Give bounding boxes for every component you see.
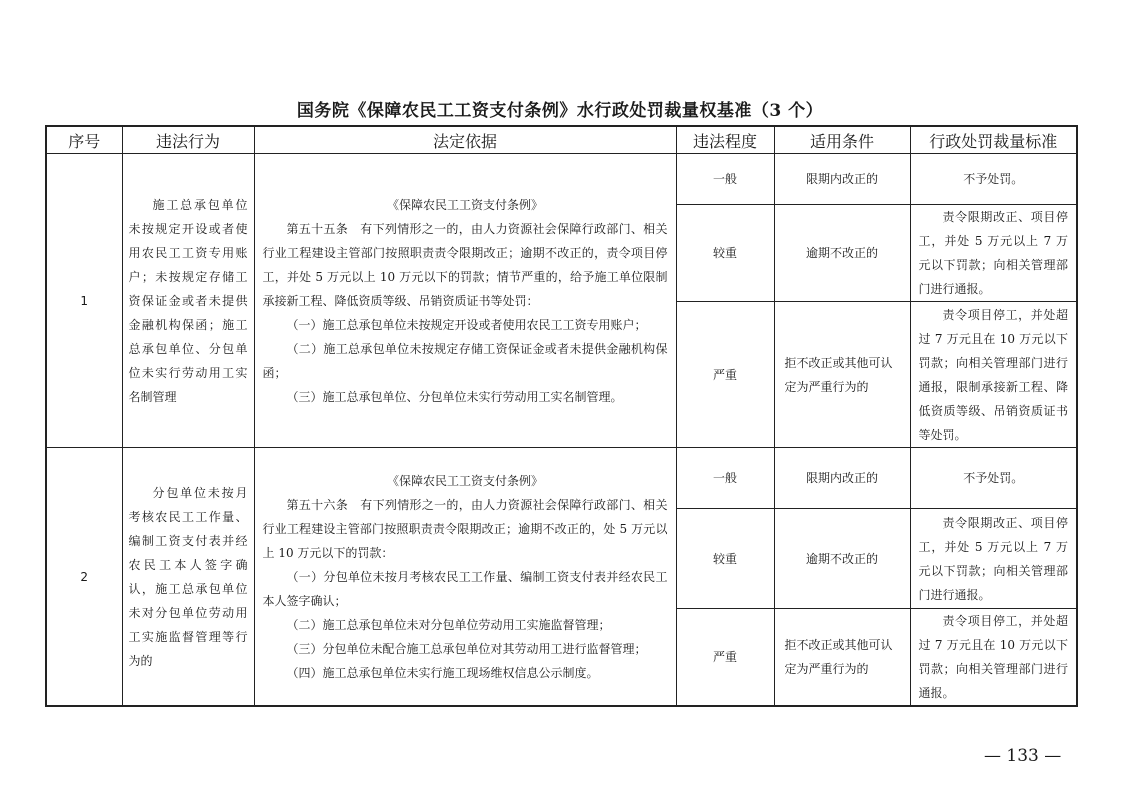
- penalty-cell: 不予处罚。: [910, 448, 1077, 509]
- header-penalty-standard: 行政处罚裁量标准: [910, 126, 1077, 154]
- basis-item: （三）施工总承包单位、分包单位未实行劳动用工实名制管理。: [286, 389, 623, 404]
- degree-cell: 严重: [676, 302, 774, 448]
- degree-cell: 一般: [676, 448, 774, 509]
- degree-cell: 一般: [676, 154, 774, 205]
- basis-item: （一）分包单位未按月考核农民工工作量、编制工资支付表并经农民工本人签字确认；: [262, 569, 668, 608]
- basis-item: （二）施工总承包单位未按规定存储工资保证金或者未提供金融机构保函；: [262, 341, 668, 380]
- header-legal-basis: 法定依据: [254, 126, 676, 154]
- table-row: [46, 154, 1077, 205]
- table-row: [46, 448, 1077, 509]
- row-serial-number: 2: [46, 448, 122, 707]
- condition-cell: 拒不改正或其他可认定为严重行为的: [774, 302, 910, 448]
- basis-title: 《保障农民工工资支付条例》: [386, 197, 543, 212]
- penalty-cell: [910, 302, 1077, 448]
- page-number: — 133 —: [984, 746, 1062, 766]
- basis-item: （一）施工总承包单位未按规定开设或者使用农民工工资专用账户；: [286, 317, 647, 332]
- condition-cell: 限期内改正的: [774, 154, 910, 205]
- penalty-standards-table: [45, 125, 1078, 707]
- row-serial-number: 1: [46, 154, 122, 448]
- penalty-cell: [910, 609, 1077, 707]
- condition-cell: 逾期不改正的: [774, 205, 910, 302]
- condition-cell: 限期内改正的: [774, 448, 910, 509]
- degree-cell: 较重: [676, 205, 774, 302]
- violation-text: 施工总承包单位未按规定开设或者使用农民工工资专用账户；未按规定存储工资保证金或者未提供金融机构保函；施工总承包单位、分包单位未实行劳动用工实名制管理: [128, 197, 248, 404]
- header-condition: 适用条件: [774, 126, 910, 154]
- legal-basis-cell: [254, 448, 676, 707]
- condition-cell: 拒不改正或其他可认定为严重行为的: [774, 609, 910, 707]
- header-violation: 违法行为: [122, 126, 254, 154]
- basis-article: 第五十六条 有下列情形之一的，由人力资源社会保障行政部门、相关行业工程建设主管部门按照职责责令限期改正；逾期不改正的，处 5 万元以上 10 万元以下的罚款：: [262, 497, 668, 560]
- legal-basis-cell: [254, 154, 676, 448]
- basis-item: （二）施工总承包单位未对分包单位劳动用工实施监督管理；: [286, 617, 611, 632]
- condition-cell: 逾期不改正的: [774, 509, 910, 609]
- penalty-cell: [910, 509, 1077, 609]
- basis-item: （三）分包单位未配合施工总承包单位对其劳动用工进行监督管理；: [286, 641, 647, 656]
- header-degree: 违法程度: [676, 126, 774, 154]
- header-serial-number: 序号: [46, 126, 122, 154]
- violation-cell: [122, 154, 254, 448]
- violation-text: 分包单位未按月考核农民工工作量、编制工资支付表并经农民工本人签字确认，施工总承包单位未对分包单位劳动用工实施监督管理等行为的: [128, 485, 248, 668]
- penalty-text: 责令项目停工，并处超过 7 万元且在 10 万元以下罚款；向相关管理部门进行通报。: [918, 614, 1068, 700]
- penalty-cell: 不予处罚。: [910, 154, 1077, 205]
- degree-cell: 较重: [676, 509, 774, 609]
- penalty-text: 责令限期改正、项目停工，并处 5 万元以上 7 万元以下罚款；向相关管理部门进行通报。: [918, 515, 1068, 602]
- penalty-cell: [910, 205, 1077, 302]
- penalty-text: 责令限期改正、项目停工，并处 5 万元以上 7 万元以下罚款；向相关管理部门进行通报。: [918, 210, 1068, 296]
- basis-item: （四）施工总承包单位未实行施工现场维权信息公示制度。: [286, 665, 599, 680]
- penalty-text: 责令项目停工，并处超过 7 万元且在 10 万元以下罚款；向相关管理部门进行通报，限制承接新工程、降低资质等级、吊销资质证书等处罚。: [918, 307, 1068, 442]
- basis-title: 《保障农民工工资支付条例》: [386, 473, 543, 488]
- violation-cell: [122, 448, 254, 707]
- degree-cell: 严重: [676, 609, 774, 707]
- table-header-row: [46, 126, 1077, 154]
- basis-article: 第五十五条 有下列情形之一的，由人力资源社会保障行政部门、相关行业工程建设主管部门按照职责责令限期改正；逾期不改正的，责令项目停工，并处 5 万元以上 10 万元以下的罚款；情节严重的，给予施工单位限制承接新工程、降低资质等级、吊销资质证书等处罚：: [262, 221, 668, 308]
- document-title: 国务院《保障农民工工资支付条例》水行政处罚裁量权基准（3 个）: [296, 101, 824, 121]
